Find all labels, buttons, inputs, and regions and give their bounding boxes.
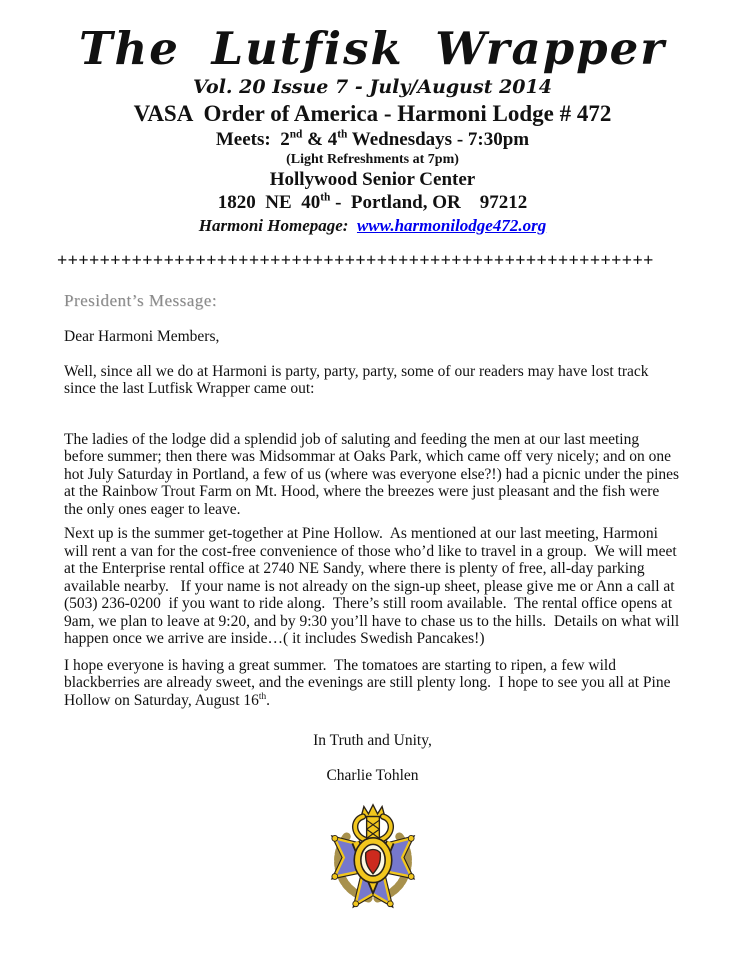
tip-ball [408, 835, 414, 841]
closing-line: In Truth and Unity, [313, 732, 432, 749]
presidents-message-heading: President’s Message: [64, 290, 218, 310]
paragraph-pine-hollow: Next up is the summer get-together at Pine Hollow. As mentioned at our last meeting, Harmoni will rent a van for the cost-free convenience of those who’d like to travel in a group. We will meet at the Enterprise rental office at 2740 NE Sandy, where there is plenty of free, all-day parking available nearby. If your name is not already on the sign-up sheet, please give me or Ann a call at (503) 236-0200 if you want to ride along. There’s still room available. The rental office opens at 9am, we plan to leave at 9:20, and by 9:30 you’ll have to chase us to the hills. Details on what will happen once we arrive are inside…( it includes Swedish Pancakes!) [64, 525, 684, 647]
newsletter-title: The Lutfisk Wrapper [79, 22, 666, 75]
masthead [0, 0, 745, 236]
meeting-schedule-line [0, 129, 745, 151]
organization-line: VASA Order of America - Harmoni Lodge # 472 [133, 100, 612, 126]
volume-issue-line: Vol. 20 Issue 7 - July/August 2014 [193, 75, 552, 98]
farewell-period: . [266, 691, 271, 709]
refreshments-line: (Light Refreshments at 7pm) [286, 151, 459, 167]
tip-ball [408, 874, 414, 880]
logo-container [0, 802, 745, 927]
paragraph-intro: Well, since all we do at Harmoni is party, party, party, some of our readers may have lost track since the last Lutfisk Wrapper came out: [64, 362, 653, 397]
homepage-line [0, 216, 745, 236]
vasa-order-emblem-icon [323, 802, 423, 922]
farewell-text: I hope everyone is having a great summer. The tomatoes are starting to ripen, a few wild blackberries are already sweet, and the evenings are still plenty long. I hope to see you all at Pine Hollow on Saturday, August 16 [64, 656, 675, 709]
presidents-message-section [0, 291, 745, 786]
meets-text-end: Wednesdays - 7:30pm [347, 128, 530, 150]
meets-ordinal-2nd: nd [289, 128, 303, 141]
tip-ball [387, 901, 393, 907]
signature-name: Charlie Tohlen [326, 767, 419, 784]
address-text-end: - Portland, OR 97212 [330, 191, 528, 213]
farewell-ordinal-16th: th [258, 691, 267, 702]
meets-ordinal-4th: th [337, 128, 348, 141]
paragraph-farewell [64, 657, 681, 710]
meets-text-mid: & 4 [302, 128, 338, 150]
homepage-link[interactable]: www.harmonilodge472.org [356, 215, 547, 235]
salutation: Dear Harmoni Members, [64, 327, 220, 345]
tip-ball [331, 874, 337, 880]
homepage-label: Harmoni Homepage: [198, 215, 357, 235]
address-ordinal-40th: th [320, 191, 331, 204]
address-text: 1820 NE 40 [217, 191, 321, 213]
paragraph-summer-recap: The ladies of the lodge did a splendid job of saluting and feeding the men at our last meeting before summer; then there was Midsommar at Oaks Park, which came off very nicely; and on one hot July Saturday in Portland, a few of us (where was everyone else?!) had a picnic under the pines at the Rainbow Trout Farm on Mt. Hood, where the breezes were just pleasant and the fish were the only ones eager to leave. [64, 430, 683, 518]
tip-ball [352, 901, 358, 907]
venue-line: Hollywood Senior Center [269, 168, 476, 190]
plus-separator: ++++++++++++++++++++++++++++++++++++++++++++++++++++++++ [57, 249, 654, 270]
meets-text: Meets: 2 [215, 128, 290, 150]
address-line [0, 192, 745, 214]
tip-ball [331, 835, 337, 841]
